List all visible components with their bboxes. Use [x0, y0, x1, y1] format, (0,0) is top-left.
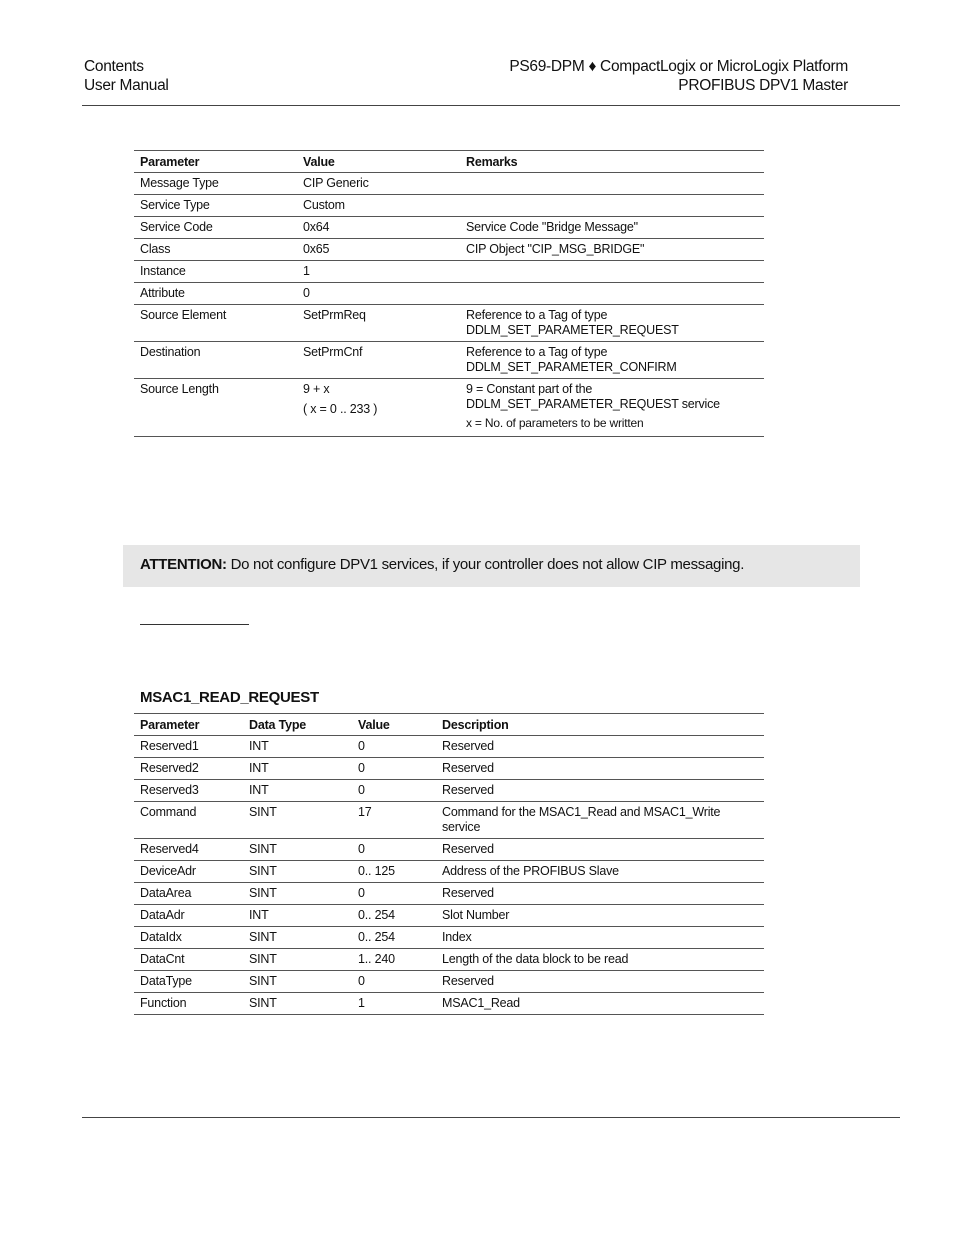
cell-remarks: [460, 283, 764, 305]
footer-divider: [82, 1117, 900, 1118]
column-header: Remarks: [460, 151, 764, 173]
cell-value: [297, 379, 460, 437]
remarks-line: 9 = Constant part of the: [466, 382, 593, 396]
remarks-line: DDLM_SET_PARAMETER_CONFIRM: [466, 360, 677, 374]
cell-remarks: [460, 173, 764, 195]
cell-data-type: SINT: [243, 861, 352, 883]
cell-parameter: Reserved2: [134, 758, 243, 780]
cell-value: 1.. 240: [352, 949, 436, 971]
cell-description: Length of the data block to be read: [436, 949, 764, 971]
remarks-line: DDLM_SET_PARAMETER_REQUEST: [466, 323, 679, 337]
cell-parameter: DataArea: [134, 883, 243, 905]
table-row: [134, 305, 764, 342]
cell-description: Command for the MSAC1_Read and MSAC1_Write service: [436, 802, 764, 839]
cell-data-type: SINT: [243, 802, 352, 839]
cell-value: 17: [352, 802, 436, 839]
cell-data-type: SINT: [243, 927, 352, 949]
cell-description: Reserved: [436, 736, 764, 758]
table-row: [134, 173, 764, 195]
cell-value: 0: [352, 971, 436, 993]
cell-parameter: Message Type: [134, 173, 297, 195]
header-right: [470, 57, 848, 95]
attention-label: ATTENTION:: [140, 556, 227, 573]
table-row: [134, 217, 764, 239]
cell-description: MSAC1_Read: [436, 993, 764, 1015]
cell-value: 0: [352, 780, 436, 802]
cell-data-type: SINT: [243, 883, 352, 905]
header-manual-title: User Manual: [84, 77, 169, 94]
remarks-line: Reference to a Tag of type: [466, 308, 608, 322]
cell-value: 0: [352, 883, 436, 905]
cell-data-type: INT: [243, 758, 352, 780]
msac1-read-request-table: [134, 713, 764, 1015]
remarks-line: Reference to a Tag of type: [466, 345, 608, 359]
cell-data-type: SINT: [243, 971, 352, 993]
table-row: [134, 283, 764, 305]
table-row: [134, 342, 764, 379]
header-left: [84, 57, 169, 95]
table-header-row: [134, 151, 764, 173]
cell-description: Reserved: [436, 883, 764, 905]
header-product-title: PS69-DPM ♦ CompactLogix or MicroLogix Platform: [509, 58, 848, 75]
table-row: [134, 379, 764, 437]
cell-parameter: Attribute: [134, 283, 297, 305]
value-line: 9 + x: [303, 382, 330, 396]
cell-value: 0: [352, 839, 436, 861]
cell-parameter: DataIdx: [134, 927, 243, 949]
attention-message: Do not configure DPV1 services, if your controller does not allow CIP messaging.: [226, 556, 745, 573]
cell-parameter: Reserved1: [134, 736, 243, 758]
cell-value: 0: [352, 758, 436, 780]
cell-parameter: Source Element: [134, 305, 297, 342]
cell-parameter: Destination: [134, 342, 297, 379]
column-header: Value: [352, 714, 436, 736]
cell-value: 0.. 254: [352, 927, 436, 949]
cell-value: 1: [297, 261, 460, 283]
table-row: [134, 971, 764, 993]
cell-remarks: [460, 195, 764, 217]
cell-data-type: SINT: [243, 949, 352, 971]
cell-value: 1: [352, 993, 436, 1015]
cell-parameter: Service Code: [134, 217, 297, 239]
cell-value: 0: [297, 283, 460, 305]
cell-value: 0: [352, 736, 436, 758]
column-header: Data Type: [243, 714, 352, 736]
remarks-line: DDLM_SET_PARAMETER_REQUEST service: [466, 397, 720, 411]
cell-value: SetPrmCnf: [297, 342, 460, 379]
cell-description: Reserved: [436, 780, 764, 802]
table-row: [134, 883, 764, 905]
cell-parameter: Source Length: [134, 379, 297, 437]
cell-value: 0x65: [297, 239, 460, 261]
cell-parameter: DataCnt: [134, 949, 243, 971]
table-row: [134, 993, 764, 1015]
column-header: Parameter: [134, 151, 297, 173]
cell-remarks: CIP Object "CIP_MSG_BRIDGE": [460, 239, 764, 261]
table-row: [134, 239, 764, 261]
cell-parameter: Function: [134, 993, 243, 1015]
header-section-title: Contents: [84, 58, 144, 75]
section-title: MSAC1_READ_REQUEST: [140, 689, 319, 706]
cell-parameter: Command: [134, 802, 243, 839]
cell-parameter: Reserved3: [134, 780, 243, 802]
cell-data-type: SINT: [243, 993, 352, 1015]
cell-description: Slot Number: [436, 905, 764, 927]
cell-description: Index: [436, 927, 764, 949]
cell-value: SetPrmReq: [297, 305, 460, 342]
cell-parameter: Class: [134, 239, 297, 261]
message-config-table: [134, 150, 764, 437]
cell-parameter: DataAdr: [134, 905, 243, 927]
table-row: [134, 195, 764, 217]
cell-parameter: Service Type: [134, 195, 297, 217]
cell-data-type: INT: [243, 736, 352, 758]
attention-text: [140, 556, 744, 573]
table-header-row: [134, 714, 764, 736]
cell-value: CIP Generic: [297, 173, 460, 195]
table-row: [134, 802, 764, 839]
cell-data-type: INT: [243, 905, 352, 927]
header-product-subtitle: PROFIBUS DPV1 Master: [678, 77, 848, 94]
cell-value: Custom: [297, 195, 460, 217]
cell-remarks: [460, 379, 764, 437]
cell-data-type: INT: [243, 780, 352, 802]
cell-remarks: [460, 305, 764, 342]
cell-value: 0.. 125: [352, 861, 436, 883]
cell-description: Address of the PROFIBUS Slave: [436, 861, 764, 883]
table-row: [134, 861, 764, 883]
cell-parameter: Instance: [134, 261, 297, 283]
cell-description: Reserved: [436, 839, 764, 861]
table-row: [134, 261, 764, 283]
table-row: [134, 736, 764, 758]
footnote-divider: [140, 624, 249, 625]
cell-parameter: DeviceAdr: [134, 861, 243, 883]
value-line: ( x = 0 .. 233 ): [303, 402, 378, 416]
table-row: [134, 949, 764, 971]
table-row: [134, 758, 764, 780]
cell-description: Reserved: [436, 758, 764, 780]
table-row: [134, 927, 764, 949]
table-row: [134, 839, 764, 861]
cell-data-type: SINT: [243, 839, 352, 861]
cell-parameter: DataType: [134, 971, 243, 993]
table-row: [134, 780, 764, 802]
cell-description: Reserved: [436, 971, 764, 993]
cell-parameter: Reserved4: [134, 839, 243, 861]
column-header: Description: [436, 714, 764, 736]
header-divider: [82, 105, 900, 106]
attention-box: [123, 545, 860, 587]
cell-value: 0.. 254: [352, 905, 436, 927]
column-header: Value: [297, 151, 460, 173]
cell-remarks: [460, 261, 764, 283]
cell-remarks: [460, 342, 764, 379]
column-header: Parameter: [134, 714, 243, 736]
cell-remarks: Service Code "Bridge Message": [460, 217, 764, 239]
remarks-line: x = No. of parameters to be written: [466, 416, 644, 430]
cell-value: 0x64: [297, 217, 460, 239]
table-row: [134, 905, 764, 927]
